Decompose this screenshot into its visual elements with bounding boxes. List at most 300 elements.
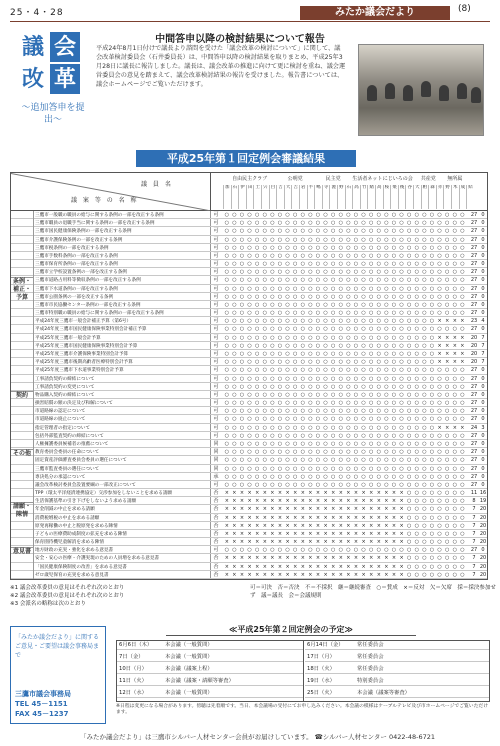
member-vote: ○ [262, 318, 267, 325]
table-row [11, 448, 487, 456]
member-vote: ○ [452, 514, 457, 521]
logo-char: 革 [50, 64, 80, 94]
member-vote: ○ [407, 481, 412, 488]
member-vote: × [346, 539, 351, 546]
member-vote: ○ [338, 326, 343, 333]
member-vote: × [224, 530, 229, 537]
no-total: 0 [481, 449, 485, 456]
vote-result: 否 [213, 498, 219, 505]
member-vote: ○ [429, 571, 435, 578]
bill-name: 三鷹市国民健康保険条例の一部を改正する条例 [33, 227, 211, 234]
member-vote: ○ [293, 424, 298, 431]
member-vote: × [437, 334, 442, 341]
member-vote: ○ [331, 547, 336, 554]
vote-result: 可 [213, 351, 219, 358]
member-vote: × [399, 506, 404, 513]
member-vote: ○ [407, 228, 412, 235]
member-vote: ○ [445, 236, 450, 243]
bill-name: 子どもの医療費助成制度の拡充を求める陳情 [33, 530, 211, 537]
member-vote: ○ [277, 408, 283, 415]
member-vote: ○ [422, 449, 427, 456]
member-vote: ○ [255, 457, 260, 464]
member-vote: × [277, 498, 283, 505]
member-vote: ○ [376, 342, 381, 349]
member-vote: × [262, 555, 267, 562]
member-vote: ○ [460, 383, 465, 390]
member-vote: ○ [376, 228, 381, 235]
table-row [11, 325, 487, 333]
member-name: 大 [413, 185, 421, 209]
faction-label: 無所属 [447, 176, 463, 182]
member-vote: ○ [224, 261, 229, 268]
member-vote: ○ [414, 326, 419, 333]
member-vote: ○ [293, 416, 298, 423]
category-label: その他 [12, 449, 31, 457]
member-vote: ○ [452, 293, 457, 300]
member-vote: ○ [277, 261, 283, 268]
member-vote: ○ [437, 244, 442, 251]
member-vote: ○ [422, 334, 427, 341]
member-vote: ○ [224, 440, 229, 447]
table-row [11, 546, 487, 554]
member-vote: ○ [460, 400, 465, 407]
member-vote: ○ [338, 318, 343, 325]
member-vote: × [300, 522, 305, 529]
bill-name: 消費税増税の中止を求める請願 [33, 514, 211, 521]
legend-keys: 可＝可決 否＝否決 不＝不採択 継＝継続審査 ○＝賛成 ×＝反対 欠＝欠席 採＝採決参加せず 議＝議長 会＝会議規則 [250, 585, 496, 599]
member-vote: ○ [270, 432, 275, 439]
table-row [11, 301, 487, 309]
member-vote: × [346, 490, 351, 497]
no-total: 0 [481, 547, 485, 554]
member-vote: ○ [460, 220, 465, 227]
member-vote: × [369, 563, 374, 570]
member-vote: × [445, 359, 450, 366]
member-vote: ○ [407, 547, 412, 554]
member-vote: ○ [262, 367, 267, 374]
member-vote: ○ [437, 261, 442, 268]
member-vote: ○ [315, 334, 321, 341]
member-vote: ○ [232, 416, 237, 423]
member-vote: × [323, 555, 328, 562]
bill-name: 平成25年度三鷹市国民健康保険事業特別会計予算 [33, 342, 211, 349]
member-vote: ○ [285, 220, 290, 227]
member-vote: ○ [285, 465, 290, 472]
member-vote: ○ [293, 293, 298, 300]
yes-total: 27 [470, 457, 478, 464]
member-vote: ○ [391, 391, 397, 398]
member-vote: ○ [338, 465, 343, 472]
category-label: 意見書 [12, 547, 31, 555]
member-vote: ○ [308, 293, 313, 300]
member-vote: × [285, 498, 290, 505]
member-vote: ○ [391, 318, 397, 325]
member-vote: ○ [239, 391, 245, 398]
member-vote: ○ [338, 416, 343, 423]
issue-date: 25・4・28 [10, 8, 64, 18]
member-vote: × [452, 318, 457, 325]
no-total: 0 [481, 375, 485, 382]
member-vote: ○ [422, 457, 427, 464]
member-vote: ○ [247, 236, 252, 243]
member-vote: × [232, 555, 237, 562]
member-vote: ○ [437, 391, 442, 398]
table-row [11, 554, 487, 562]
member-vote: ○ [460, 514, 465, 521]
member-vote: ○ [460, 310, 465, 317]
member-vote: ○ [247, 465, 252, 472]
member-vote: ○ [232, 252, 237, 259]
member-vote: ○ [308, 424, 313, 431]
no-total: 0 [481, 383, 485, 390]
member-vote: ○ [331, 261, 336, 268]
member-vote: ○ [369, 236, 374, 243]
member-vote: ○ [239, 334, 245, 341]
no-total: 16 [479, 490, 487, 497]
member-vote: ○ [224, 228, 229, 235]
member-vote: ○ [255, 269, 260, 276]
member-vote: ○ [384, 220, 389, 227]
bill-name: 三鷹市立学校設置条例の一部を改正する条例 [33, 268, 211, 275]
member-vote: × [262, 514, 267, 521]
member-vote: × [262, 530, 267, 537]
member-vote: ○ [308, 547, 313, 554]
member-vote: ○ [407, 342, 412, 349]
member-vote: × [255, 555, 260, 562]
member-vote: × [384, 514, 389, 521]
member-vote: ○ [414, 236, 419, 243]
vote-result: 可 [213, 285, 219, 292]
member-vote: ○ [255, 408, 260, 415]
member-vote: ○ [369, 481, 374, 488]
member-vote: × [232, 563, 237, 570]
schedule-item: 本会議（一般質問） [163, 653, 303, 662]
member-vote: ○ [224, 244, 229, 251]
table-row [11, 530, 487, 538]
bill-name-header: 議 案 等 の 名 称 [71, 197, 139, 204]
member-vote: ○ [308, 212, 313, 218]
member-vote: ○ [414, 530, 419, 537]
member-vote: ○ [346, 424, 351, 431]
member-vote: ○ [338, 547, 343, 554]
member-vote: ○ [323, 408, 328, 415]
member-vote: ○ [247, 293, 252, 300]
member-vote: × [452, 342, 457, 349]
member-vote: ○ [277, 326, 283, 333]
member-vote: × [331, 539, 336, 546]
member-vote: × [331, 571, 336, 578]
member-vote: ○ [384, 351, 389, 358]
member-vote: ○ [445, 490, 450, 497]
no-total: 20 [479, 506, 487, 513]
member-vote: ○ [422, 252, 427, 259]
member-vote: ○ [460, 440, 465, 447]
member-vote: ○ [452, 228, 457, 235]
member-vote: ○ [353, 228, 359, 235]
member-vote: ○ [308, 481, 313, 488]
member-vote: ○ [452, 310, 457, 317]
member-vote: ○ [224, 236, 229, 243]
member-vote: ○ [224, 391, 229, 398]
member-vote: × [460, 318, 465, 325]
member-vote: ○ [247, 424, 252, 431]
member-vote: ○ [224, 293, 229, 300]
member-vote: ○ [407, 563, 412, 570]
member-vote: × [445, 351, 450, 358]
member-vote: ○ [452, 457, 457, 464]
member-vote: ○ [270, 351, 275, 358]
no-total: 0 [481, 465, 485, 472]
member-vote: ○ [224, 481, 229, 488]
member-vote: ○ [361, 416, 366, 423]
member-vote: ○ [369, 465, 374, 472]
member-vote: × [285, 530, 290, 537]
member-vote: ○ [308, 318, 313, 325]
member-vote: ○ [391, 457, 397, 464]
member-vote: ○ [270, 301, 275, 308]
member-vote: × [323, 530, 328, 537]
member-vote: ○ [407, 212, 412, 218]
member-vote: ○ [247, 359, 252, 366]
member-vote: × [255, 539, 260, 546]
member-vote: ○ [247, 318, 252, 325]
member-vote: ○ [346, 318, 351, 325]
member-vote: ○ [293, 301, 298, 308]
member-vote: ○ [262, 252, 267, 259]
member-vote: × [384, 571, 389, 578]
member-vote: ○ [293, 220, 298, 227]
member-vote: ○ [255, 244, 260, 251]
member-name: 田 [246, 185, 254, 209]
legend-note: ※2 議会改革委員の意見はそれぞれ次のとおり [10, 593, 125, 599]
member-vote: ○ [239, 310, 245, 317]
yes-total: 27 [470, 465, 478, 472]
member-vote: ○ [414, 220, 419, 227]
member-vote: × [293, 506, 298, 513]
member-vote: ○ [407, 490, 412, 497]
member-vote: ○ [414, 514, 419, 521]
member-vote: ○ [353, 310, 359, 317]
member-vote: ○ [437, 440, 442, 447]
member-vote: ○ [323, 285, 328, 292]
member-vote: ○ [232, 277, 237, 284]
member-vote: ○ [346, 465, 351, 472]
member-vote: ○ [452, 244, 457, 251]
member-vote: ○ [300, 252, 305, 259]
vote-result: 可 [213, 481, 219, 488]
member-vote: ○ [293, 547, 298, 554]
member-vote: ○ [353, 416, 359, 423]
member-vote: ○ [445, 416, 450, 423]
member-vote: ○ [300, 236, 305, 243]
member-vote: ○ [407, 277, 412, 284]
member-vote: ○ [399, 408, 404, 415]
member-vote: ○ [407, 408, 412, 415]
member-vote: ○ [338, 440, 343, 447]
member-vote: ○ [277, 383, 283, 390]
member-vote: ○ [445, 261, 450, 268]
member-vote: ○ [445, 530, 450, 537]
member-vote: × [293, 571, 298, 578]
member-vote: × [277, 571, 283, 578]
member-vote: ○ [384, 547, 389, 554]
member-vote: ○ [315, 457, 321, 464]
member-name: 半 [307, 185, 315, 209]
member-vote: × [331, 498, 336, 505]
member-vote: × [323, 571, 328, 578]
member-vote: ○ [315, 367, 321, 374]
member-vote: × [323, 498, 328, 505]
member-vote: ○ [262, 269, 267, 276]
member-vote: ○ [331, 293, 336, 300]
member-vote: ○ [429, 334, 435, 341]
member-vote: ○ [460, 301, 465, 308]
bill-name: 平成25年度三鷹市後期高齢者医療特別会計予算 [33, 358, 211, 365]
member-vote: ○ [232, 383, 237, 390]
vote-result: 可 [213, 252, 219, 259]
member-vote: ○ [239, 277, 245, 284]
member-vote: × [255, 490, 260, 497]
member-vote: ○ [353, 367, 359, 374]
member-vote: ○ [452, 539, 457, 546]
member-vote: ○ [285, 416, 290, 423]
member-vote: ○ [277, 228, 283, 235]
member-vote: ○ [361, 342, 366, 349]
member-vote: ○ [369, 228, 374, 235]
member-vote: ○ [346, 473, 351, 480]
member-vote: ○ [300, 440, 305, 447]
table-row [11, 489, 487, 497]
member-vote: × [300, 539, 305, 546]
member-vote: ○ [414, 383, 419, 390]
member-vote: ○ [422, 391, 427, 398]
member-vote: ○ [232, 301, 237, 308]
category-label: 契約 [11, 391, 33, 400]
member-vote: ○ [315, 375, 321, 382]
vote-result: 同 [213, 465, 219, 472]
table-row [11, 268, 487, 276]
member-vote: ○ [300, 465, 305, 472]
table-row [11, 227, 487, 235]
member-vote: ○ [338, 375, 343, 382]
member-vote: ○ [353, 547, 359, 554]
member-vote: × [376, 522, 381, 529]
table-row [11, 456, 487, 464]
member-vote: ○ [353, 244, 359, 251]
member-vote: ○ [315, 359, 321, 366]
member-vote: ○ [315, 326, 321, 333]
member-vote: ○ [407, 530, 412, 537]
member-vote: × [399, 530, 404, 537]
yes-total: 27 [470, 326, 478, 333]
report-title: 中間答申以降の検討結果について報告 [155, 34, 325, 45]
member-vote: ○ [262, 473, 267, 480]
member-vote: ○ [369, 301, 374, 308]
member-vote: ○ [369, 261, 374, 268]
member-vote: ○ [452, 326, 457, 333]
member-vote: ○ [376, 547, 381, 554]
member-vote: ○ [224, 252, 229, 259]
yes-total: 27 [470, 408, 478, 415]
no-total: 0 [481, 269, 485, 276]
member-vote: × [262, 539, 267, 546]
member-vote: × [270, 498, 275, 505]
member-vote: ○ [315, 432, 321, 439]
member-vote: ○ [361, 244, 366, 251]
member-vote: ○ [445, 440, 450, 447]
member-name: 野 [443, 185, 451, 209]
member-vote: ○ [315, 277, 321, 284]
member-name: 結 [466, 185, 474, 209]
member-vote: ○ [300, 391, 305, 398]
member-vote: ○ [399, 367, 404, 374]
member-vote: × [384, 490, 389, 497]
faction-label: 民主党 [325, 176, 341, 182]
member-vote: × [331, 514, 336, 521]
member-vote: ○ [437, 277, 442, 284]
bill-name: 三鷹市監査委員の選任について [33, 465, 211, 472]
member-vote: ○ [376, 212, 381, 218]
member-vote: ○ [361, 424, 366, 431]
member-name: 寺 [322, 185, 330, 209]
vote-result: 可 [213, 547, 219, 554]
member-vote: ○ [262, 449, 267, 456]
member-vote: × [369, 555, 374, 562]
member-vote: ○ [361, 449, 366, 456]
member-name: 石 [345, 185, 353, 209]
member-vote: ○ [376, 473, 381, 480]
table-row [11, 244, 487, 252]
table-row [11, 309, 487, 317]
table-row [11, 497, 487, 505]
vote-result: 可 [213, 293, 219, 300]
member-vote: ○ [399, 465, 404, 472]
member-vote: ○ [346, 351, 351, 358]
member-vote: × [285, 506, 290, 513]
member-vote: ○ [247, 301, 252, 308]
member-vote: × [369, 498, 374, 505]
member-vote: × [239, 571, 245, 578]
member-vote: ○ [422, 530, 427, 537]
member-vote: ○ [429, 432, 435, 439]
member-vote: × [262, 490, 267, 497]
member-vote: ○ [346, 293, 351, 300]
member-vote: × [239, 539, 245, 546]
member-vote: × [277, 506, 283, 513]
member-vote: ○ [399, 449, 404, 456]
member-vote: ○ [262, 375, 267, 382]
member-vote: ○ [270, 293, 275, 300]
member-vote: ○ [300, 351, 305, 358]
no-total: 0 [481, 310, 485, 317]
member-vote: ○ [277, 367, 283, 374]
member-vote: × [224, 563, 229, 570]
member-vote: ○ [247, 440, 252, 447]
vote-result: 可 [213, 301, 219, 308]
member-vote: ○ [262, 212, 267, 218]
member-vote: ○ [414, 465, 419, 472]
member-vote: × [361, 498, 366, 505]
member-vote: ○ [384, 277, 389, 284]
member-vote: ○ [285, 424, 290, 431]
member-vote: ○ [285, 473, 290, 480]
member-vote: × [239, 522, 245, 529]
member-vote: ○ [277, 220, 283, 227]
member-vote: ○ [346, 400, 351, 407]
member-vote: ○ [293, 391, 298, 398]
member-vote: ○ [407, 440, 412, 447]
member-vote: ○ [437, 212, 442, 218]
